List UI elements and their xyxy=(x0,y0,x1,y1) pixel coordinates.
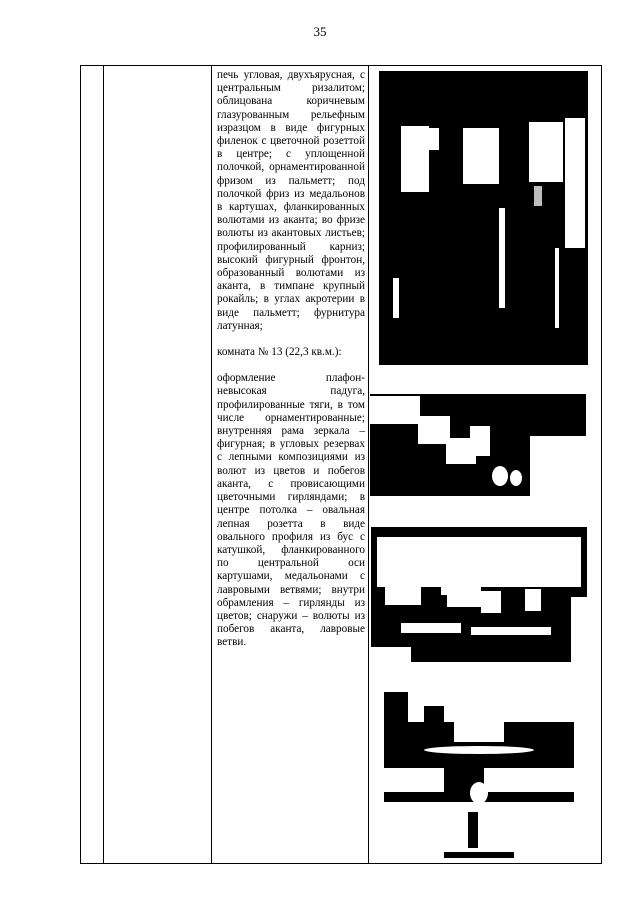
description-table xyxy=(80,65,602,864)
column-divider xyxy=(368,66,369,863)
stove-photo xyxy=(379,68,588,365)
page-number: 35 xyxy=(313,24,327,39)
ceiling-rosette-photo xyxy=(384,672,574,861)
column-divider xyxy=(103,66,104,863)
ceiling-cove-photo xyxy=(370,386,586,517)
room-heading: комната № 13 (22,3 кв.м.): xyxy=(217,346,342,359)
ceiling-moulding-photo xyxy=(371,527,587,662)
column-divider xyxy=(211,66,212,863)
stove-description: печь угловая, двухъярусная, с центральным ризалитом; облицована коричневым глазурованным рельефным изразцом в виде фигурных филенок с цветочной розеттой в центре; с уплощенной полочкой, орнаментированной фризом из пальметт; под полочкой фриз из медальонов в картушах, фланкированных волютами из аканта; во фризе волюты из акантовых листьев; профилированный карниз; высокий фигурный фронтон, образованный волютами из аканта, в тимпане крупный рокайль; в углах акротерии в виде пальметт; фурнитура латунная; xyxy=(217,69,365,332)
ceiling-description: оформление плафон- невысокая падуга, профилированные тяги, в том числе орнаментированные; внутренняя рама зеркала – фигурная; в угловых резервах с лепными композициями из волют из цветов и побегов аканта, с провисающими цветочными гирляндами; в центре потолка – овальная лепная розетта в виде овального профиля из бус с катушкой, фланкированного по центральной оси картушами, медальонами с лавровыми ветвями; внутри обрамления – гирлянды из цветов; снаружи – волюты из побегов аканта, лавровые ветви. xyxy=(217,372,365,649)
description-text-cell xyxy=(217,69,365,650)
